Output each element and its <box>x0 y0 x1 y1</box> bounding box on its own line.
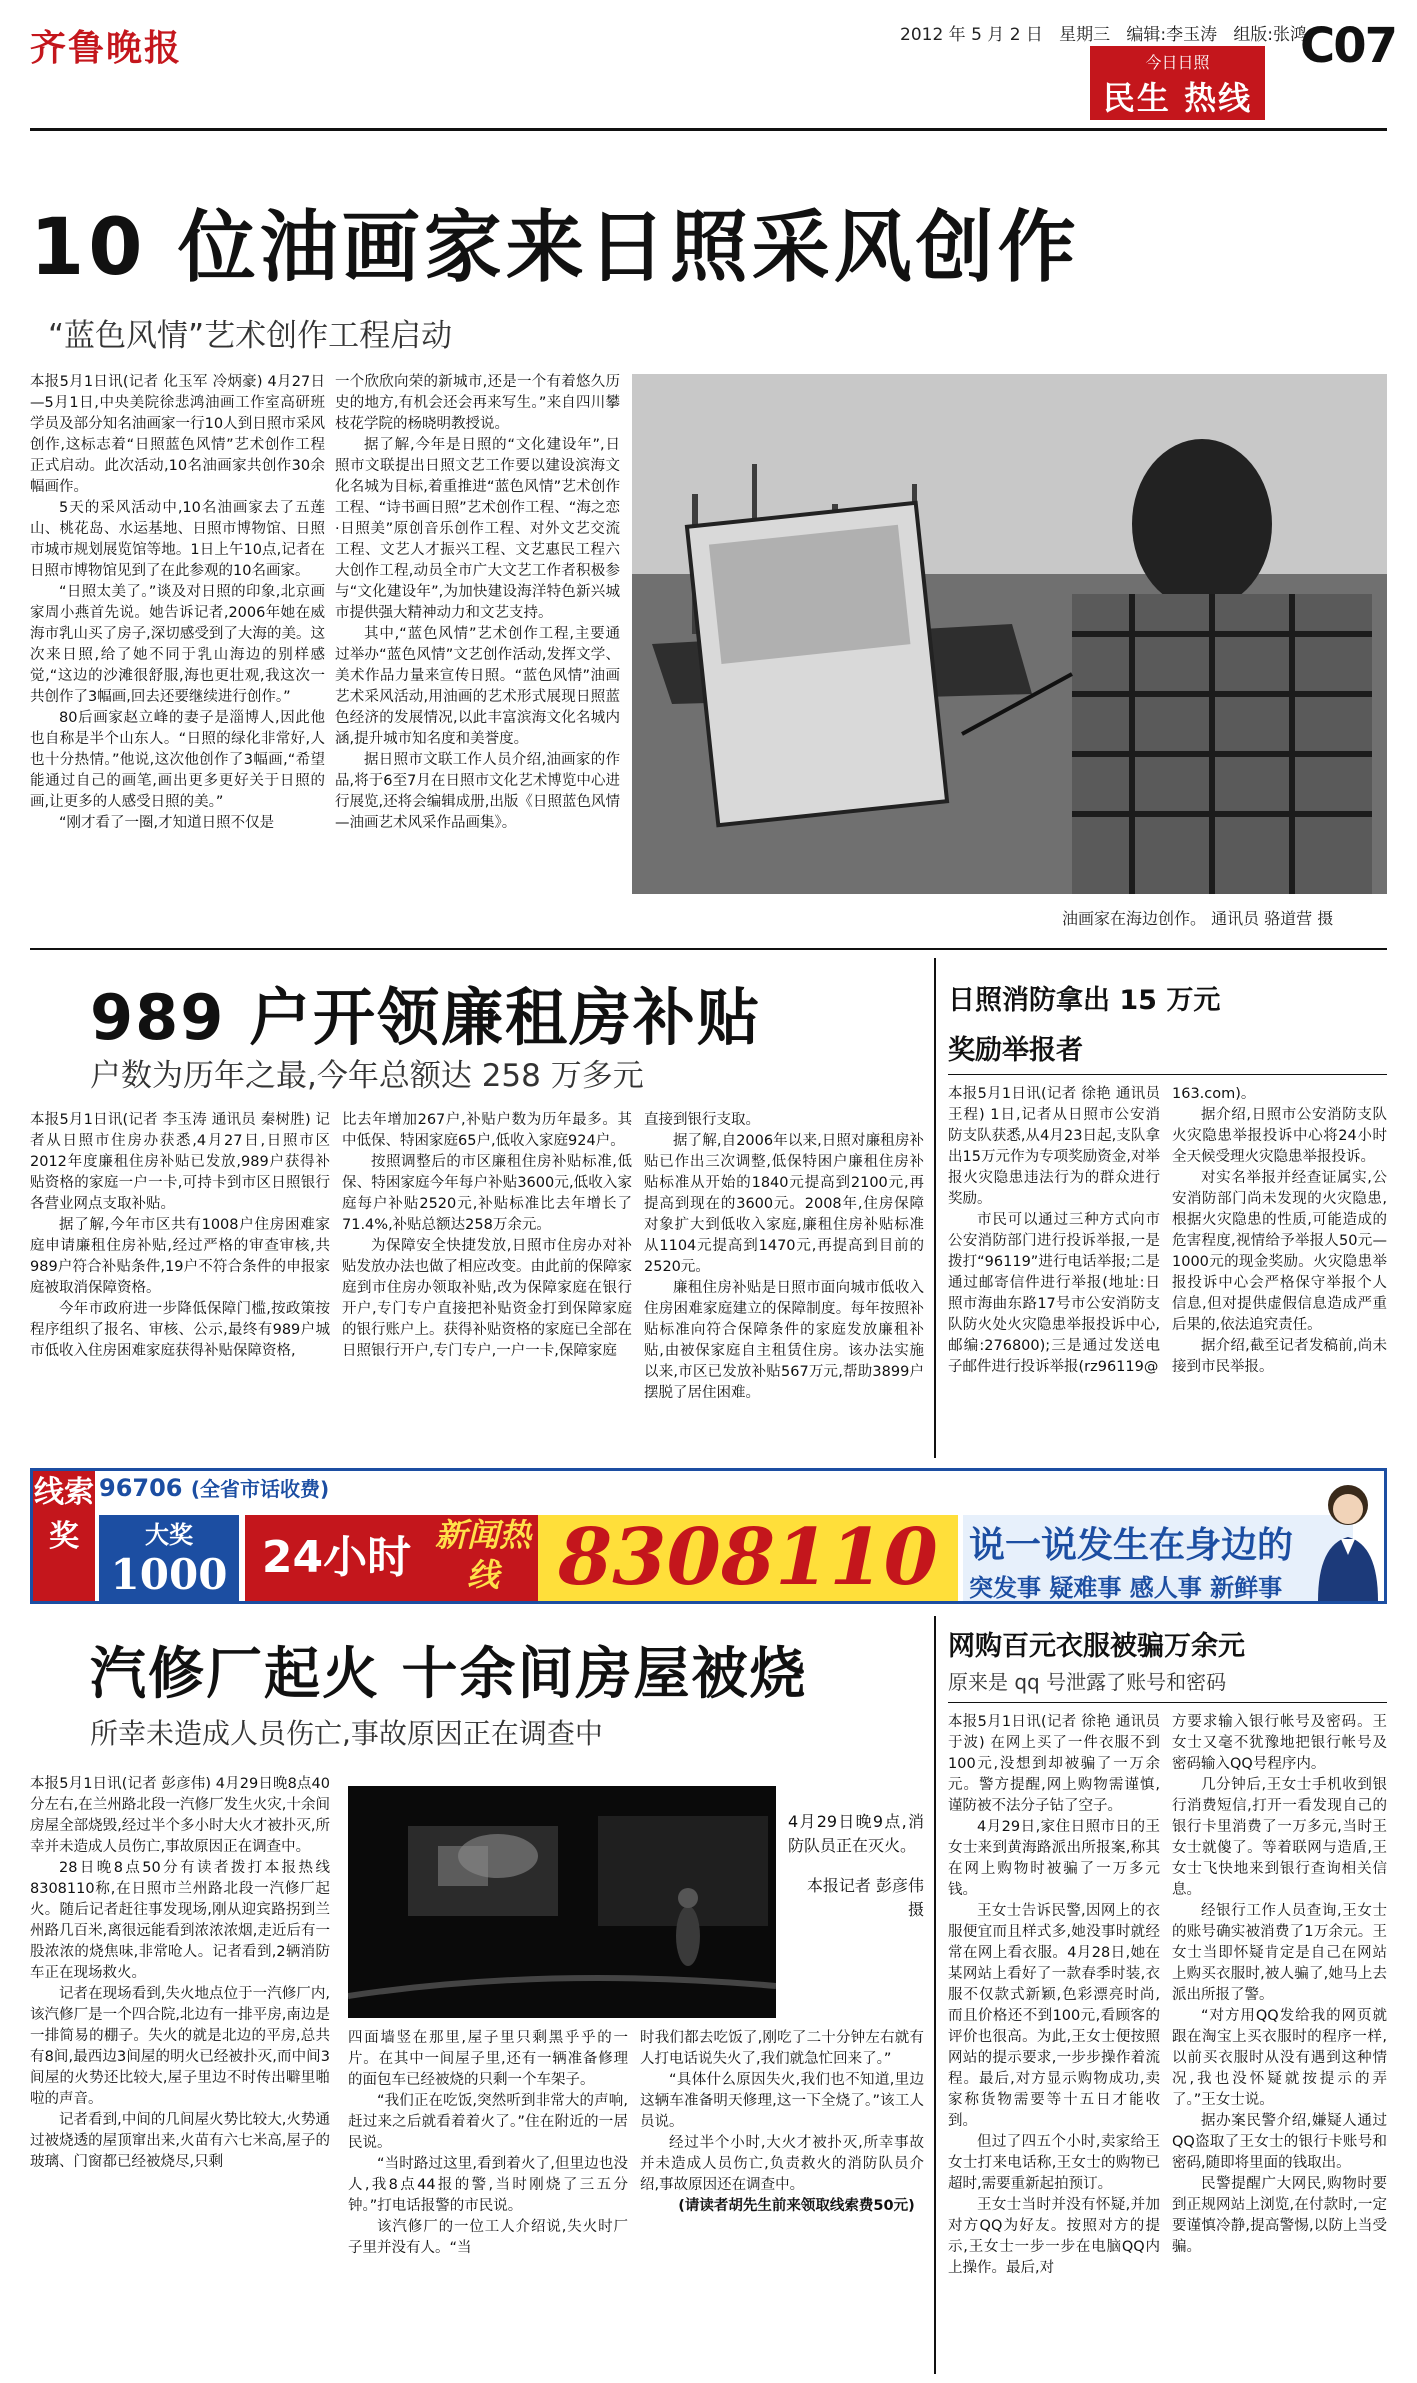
paragraph: 时我们都去吃饭了,刚吃了二十分钟左右就有人打电话说失火了,我们就急忙回来了。” <box>640 2030 924 2067</box>
story2-column-2 <box>342 1110 632 1460</box>
banner-hotline-prefix <box>99 1473 329 1502</box>
issue-date: 2012 年 5 月 2 日 <box>900 25 1043 45</box>
fire-caption-text: 4月29日晚9点,消防队员正在灭火。 <box>788 1812 924 1855</box>
story5-rule <box>948 1702 1387 1703</box>
banner-prize <box>99 1515 239 1656</box>
issue-weekday: 星期三 <box>1059 25 1111 45</box>
paragraph: 方要求输入银行帐号及密码。王女士又毫不犹豫地把银行帐号及密码输入QQ号程序内。 <box>1172 1714 1387 1772</box>
paragraph: 据了解,今年是日照的“文化建设年”,日照市文联提出日照文艺工作要以建设滨海文化名城为目标,着重推进“蓝色风情”艺术创作工程、“诗书画日照”艺术创作工程、“海之恋·日照美”原创音乐创作工程、对外文艺交流工程、文艺人才振兴工程、文艺惠民工程六大创作工程,动员全市广大文艺工作者积极参与“文化建设年”,为加快建设海洋特色新兴城市提供强大精神动力和文艺支持。 <box>335 437 620 621</box>
banner-slogan <box>963 1515 1353 1601</box>
paragraph: “刚才看了一圈,才知道日照不仅是 <box>59 815 275 831</box>
paragraph: 据介绍,截至记者发稿前,尚未接到市民举报。 <box>1172 1338 1387 1375</box>
paragraph: 记者在现场看到,失火地点位于一汽修厂内,该汽修厂是一个四合院,北边有一排平房,南边是一排简易的棚子。失火的就是北边的平房,总共有8间,最西边3间屋的明火已经被扑灭,而中间3间屋的火势还比较大,屋子里边不时传出噼里啪啦的声音。 <box>30 1986 330 2107</box>
paragraph: 为保障安全快捷发放,日照市住房办对补贴发放办法也做了相应改变。由此前的保障家庭到市住房办领取补贴,改为保障家庭在银行开户,专门专户直接把补贴资金打到保障家庭的银行账户上。获得补贴资格的家庭已全部在日照银行开户,专门专户,一户一卡,保障家庭 <box>342 1238 632 1359</box>
fire-photo-caption <box>788 1810 924 1940</box>
fire-photo <box>348 1786 776 2018</box>
newspaper-logo: 齐鲁晚报 <box>30 27 183 69</box>
paragraph: 王女士当时并没有怀疑,并加对方QQ为好友。按照对方的提示,王女士一步一步在电脑QQ内上操作。最后,对 <box>948 2197 1160 2276</box>
prize-label: 大奖 <box>145 1521 193 1549</box>
story5-subhead: 原来是 qq 号泄露了账号和密码 <box>948 1670 1227 1694</box>
paragraph: 163.com)。 <box>1172 1086 1256 1102</box>
paragraph: 本报5月1日讯(记者 徐艳 通讯员 于波) 在网上买了一件衣服不到100元,没想到却被骗了一万余元。警方提醒,网上购物需谨慎,谨防被不法分子钻了空子。 <box>948 1714 1160 1814</box>
story1-headline: 10 位油画家来日照采风创作 <box>30 203 1080 293</box>
paragraph: 据了解,今年市区共有1008户住房困难家庭申请廉租住房补贴,经过严格的审查审核,共989户符合补贴条件,19户不符合条件的申报家庭被取消保障资格。 <box>30 1217 330 1296</box>
story4-column-2 <box>348 2028 628 2374</box>
paragraph: 按照调整后的市区廉租住房补贴标准,低保、特困家庭今年每户补贴3600元,低收入家庭每户补贴2520元,补贴标准比去年增长了71.4%,补贴总额达258万余元。 <box>342 1154 632 1233</box>
painter-photo <box>632 374 1387 894</box>
paragraph: 今年市政府进一步降低保障门槛,按政策按程序组织了报名、审核、公示,最终有989户城市低收入住房困难家庭获得补贴保障资格, <box>30 1301 330 1359</box>
paragraph: (请读者胡先生前来领取线索费50元) <box>678 2198 915 2214</box>
paragraph: 4月29日,家住日照市日的王女士来到黄海路派出所报案,称其在网上购物时被骗了一万多元钱。 <box>948 1819 1160 1898</box>
story5-column-2 <box>1172 1712 1387 2374</box>
fire-caption-credit: 本报记者 彭彦伟 摄 <box>806 1876 924 1919</box>
banner-side-label: 线索奖 <box>33 1471 95 1601</box>
paragraph: 该汽修厂的一位工人介绍说,失火时厂子里并没有人。“当 <box>348 2219 628 2256</box>
paragraph: 一个欣欣向荣的新城市,还是一个有着悠久历史的地方,有机会还会再来写生。”来自四川攀枝花学院的杨晓明教授说。 <box>335 374 620 432</box>
paragraph: 几分钟后,王女士手机收到银行消费短信,打开一看发现自己的银行卡里消费了一万多元,当时王女士就傻了。等着联网与造盾,王女士飞快地来到银行查询相关信息。 <box>1172 1777 1387 1898</box>
story1-column-2 <box>335 372 620 938</box>
hotline-prefix: 96706 <box>99 1474 183 1502</box>
paragraph: 四面墙竖在那里,屋子里只剩黑乎乎的一片。在其中一间屋子里,还有一辆准备修理的面包车已经被烧的只剩一个车架子。 <box>348 2030 628 2088</box>
story3-headline-line2: 奖励举报者 <box>948 1035 1083 1066</box>
paragraph: “对方用QQ发给我的网页就跟在淘宝上买衣服时的程序一样,以前买衣服时从没有遇到这种情况,我也没怀疑就按提示的弄了。”王女士说。 <box>1172 2008 1387 2108</box>
slogan-line1: 说一说发生在身边的 <box>969 1525 1294 1566</box>
paragraph: 本报5月1日讯(记者 化玉军 冷炳豪) 4月27日—5月1日,中央美院徐悲鸿油画工作室高研班学员及部分知名油画家一行10人到日照市采风创作,这标志着“日照蓝色风情”艺术创作工程正式启动。此次活动,10名油画家共创作30余幅画作。 <box>30 374 325 495</box>
story3-rule <box>948 1074 1387 1075</box>
paragraph: “日照太美了。”谈及对日照的印象,北京画家周小燕首先说。她告诉记者,2006年她在威海市乳山买了房子,深切感受到了大海的美。这次来日照,给了她不同于乳山海边的别样感觉,“这边的沙滩很舒服,海也更壮观,我这次一共创作了3幅画,回去还要继续进行创作。” <box>30 584 325 705</box>
section-top: 今日日照 <box>1145 53 1210 72</box>
column-divider <box>934 1616 936 2374</box>
slogan-line2: 突发事 疑难事 感人事 新鲜事 <box>969 1574 1283 1602</box>
paragraph: “具体什么原因失火,我们也不知道,里边这辆车准备明天修理,这一下全烧了。”该工人员说。 <box>640 2072 924 2130</box>
masthead-meta <box>900 20 1307 45</box>
story2-column-3 <box>644 1110 924 1460</box>
paragraph: 据日照市文联工作人员介绍,油画家的作品,将于6至7月在日照市文化艺术博览中心进行展览,还将会编辑成册,出版《日照蓝色风情—油画艺术风采作品画集》。 <box>335 752 620 831</box>
story4-column-1 <box>30 1774 330 2374</box>
story2-headline: 989 户开领廉租房补贴 <box>90 981 762 1054</box>
paragraph: 经银行工作人员查询,王女士的账号确实被消费了1万余元。王女士当即怀疑肯定是自己在网站上购买衣服时,被人骗了,她马上去派出所报了警。 <box>1172 1903 1387 2003</box>
paragraph: 本报5月1日讯(记者 徐艳 通讯员 王程) 1日,记者从日照市公安消防支队获悉,从4月23日起,支队拿出15万元作为专项奖励资金,对举报火灾隐患违法行为的群众进行奖励。 <box>948 1086 1160 1207</box>
story5-column-1 <box>948 1712 1160 2374</box>
paragraph: 对实名举报并经查证属实,公安消防部门尚未发现的火灾隐患,根据火灾隐患的性质,可能造成的危害程度,视情给予举报人50元—1000元的现金奖励。火灾隐患举报投诉中心会严格保守举报个人信息,但对提供虚假信息造成严重后果的,依法追究责任。 <box>1172 1170 1387 1333</box>
section-rule <box>30 948 1387 950</box>
receptionist-icon <box>1313 1475 1383 1601</box>
hotline-number: 8308110 <box>538 1515 958 1601</box>
paragraph: 记者看到,中间的几间屋火势比较大,火势通过被烧透的屋顶窜出来,火苗有六七米高,屋子的玻璃、门窗都已经被烧尽,只剩 <box>30 2112 330 2170</box>
story1-column-1 <box>30 372 325 938</box>
story4-column-3 <box>640 2028 924 2374</box>
page-number: C07 <box>1300 18 1397 74</box>
paragraph: 据介绍,日照市公安消防支队火灾隐患举报投诉中心将24小时全天候受理火灾隐患举报投诉。 <box>1172 1107 1387 1165</box>
banner-hours: 24小时 <box>245 1515 428 1601</box>
paragraph: 28日晚8点50分有读者拨打本报热线8308110称,在日照市兰州路北段一汽修厂起火。随后记者赶往事发现场,刚从迎宾路拐到兰州路几百米,离很远能看到浓浓浓烟,走近后有一股浓浓的烧焦味,非常呛人。记者看到,2辆消防车正在现场救火。 <box>30 1860 330 1981</box>
paragraph: “当时路过这里,看到着火了,但里边也没人,我8点44报的警,当时刚烧了三五分钟。”打电话报警的市民说。 <box>348 2156 628 2214</box>
paragraph: 但过了四五个小时,卖家给王女士打来电话称,王女士的购物已超时,需要重新起拍预订。 <box>948 2134 1160 2192</box>
story4-headline: 汽修厂起火 十余间房屋被烧 <box>90 1642 808 1707</box>
story3-column-1 <box>948 1084 1160 1460</box>
paragraph: “我们正在吃饭,突然听到非常大的声响,赶过来之后就看着着火了。”住在附近的一居民说。 <box>348 2093 628 2151</box>
story2-subhead: 户数为历年之最,今年总额达 258 万多元 <box>90 1058 644 1094</box>
paragraph: 比去年增加267户,补贴户数为历年最多。其中低保、特困家庭65户,低收入家庭924户。 <box>342 1112 632 1149</box>
story5-headline: 网购百元衣服被骗万余元 <box>948 1631 1245 1662</box>
story2-column-1 <box>30 1110 330 1460</box>
story3-column-2 <box>1172 1084 1387 1460</box>
prize-amount: 1000元 <box>110 1550 228 1656</box>
painter-photo-image <box>632 374 1387 894</box>
paragraph: 廉租住房补贴是日照市面向城市低收入住房困难家庭建立的保障制度。每年按照补贴标准向符合保障条件的家庭发放廉租补贴,由被保家庭自主租赁住房。该办法实施以来,市区已发放补贴567万元,帮助3899户摆脱了居住困难。 <box>644 1280 924 1401</box>
editor-credit: 编辑:李玉涛 <box>1126 25 1218 45</box>
section-label <box>1090 46 1265 120</box>
story1-subhead: “蓝色风情”艺术创作工程启动 <box>48 318 453 354</box>
top-rule <box>30 128 1387 131</box>
paragraph: 80后画家赵立峰的妻子是淄博人,因此他也自称是半个山东人。“日照的绿化非常好,人也十分热情。”他说,这次他创作了3幅画,“希望能通过自己的画笔,画出更多更好关于日照的画,让更多的人感受日照的美。” <box>30 710 325 810</box>
paragraph: 民警提醒广大网民,购物时要到正规网站上浏览,在付款时,一定要谨慎冷静,提高警惕,以防上当受骗。 <box>1172 2176 1387 2255</box>
column-divider <box>934 958 936 1458</box>
section-main: 民生 热线 <box>1102 79 1253 117</box>
paragraph: 本报5月1日讯(记者 李玉涛 通讯员 秦树胜) 记者从日照市住房办获悉,4月27日,日照市区2012年度廉租住房补贴已发放,989户获得补贴资格的家庭一户一卡,可持卡到市区日照银行各营业网点支取补贴。 <box>30 1112 330 1212</box>
story3-headline-line1: 日照消防拿出 15 万元 <box>948 985 1221 1016</box>
banner-news-label: 新闻热线 <box>428 1515 538 1601</box>
fire-photo-image <box>348 1786 776 2018</box>
paragraph: 本报5月1日讯(记者 彭彦伟) 4月29日晚8点40分左右,在兰州路北段一汽修厂发生火灾,十余间房屋全部烧毁,经过半个多小时大火才被扑灭,所幸并未造成人员伤亡,事故原因正在调查中。 <box>30 1776 330 1855</box>
paragraph: 市民可以通过三种方式向市公安消防部门进行投诉举报,一是拨打“96119”进行电话举报;二是通过邮寄信件进行举报(地址:日照市海曲东路17号市公安消防支队防火处火灾隐患举报投诉中心,邮编:276800);三是通过发送电子邮件进行投诉举报(rz96119@ <box>948 1212 1160 1375</box>
paragraph: 王女士告诉民警,因网上的衣服便宜而且样式多,她没事时就经常在网上看衣服。4月28日,她在某网站上看好了一款春季时装,衣服不仅款式新颖,色彩漂亮时尚,而且价格还不到100元,看顾客的评价也很高。为此,王女士便按照网站的提示要求,一步步操作着流程。最后,对方显示购物成功,卖家称货物需要等十五日才能收到。 <box>948 1903 1160 2129</box>
paragraph: 据办案民警介绍,嫌疑人通过QQ盗取了王女士的银行卡账号和密码,随即将里面的钱取出。 <box>1172 2113 1387 2171</box>
paragraph: 经过半个小时,大火才被扑灭,所幸事故并未造成人员伤亡,负责救火的消防队员介绍,事故原因还在调查中。 <box>640 2135 924 2193</box>
paragraph: 直接到银行支取。 <box>644 1112 760 1128</box>
paragraph: 据了解,自2006年以来,日照对廉租房补贴已作出三次调整,低保特困户廉租住房补贴标准从开始的1840元提高到2100元,再提高到现在的3600元。2008年,住房保障对象扩大到低收入家庭,廉租住房补贴标准从1104元提高到1470元,再提高到目前的2520元。 <box>644 1133 924 1275</box>
story4-subhead: 所幸未造成人员伤亡,事故原因正在调查中 <box>90 1717 603 1750</box>
paragraph: 5天的采风活动中,10名油画家去了五莲山、桃花岛、水运基地、日照市博物馆、日照市城市规划展览馆等地。1日上午10点,记者在日照市博物馆见到了在此参观的10名画家。 <box>30 500 325 579</box>
painter-photo-caption: 油画家在海边创作。 通讯员 骆道营 摄 <box>1062 909 1334 928</box>
paragraph: 其中,“蓝色风情”艺术创作工程,主要通过举办“蓝色风情”文艺创作活动,发挥文学、美术作品力量来宣传日照。“蓝色风情”油画艺术采风活动,用油画的艺术形式展现日照蓝色经济的发展情况,以此丰富滨海文化名城内涵,提升城市知名度和美誉度。 <box>335 626 620 747</box>
hotline-note: (全省市话收费) <box>190 1477 330 1501</box>
layout-credit: 组版:张鸿 <box>1233 25 1308 45</box>
